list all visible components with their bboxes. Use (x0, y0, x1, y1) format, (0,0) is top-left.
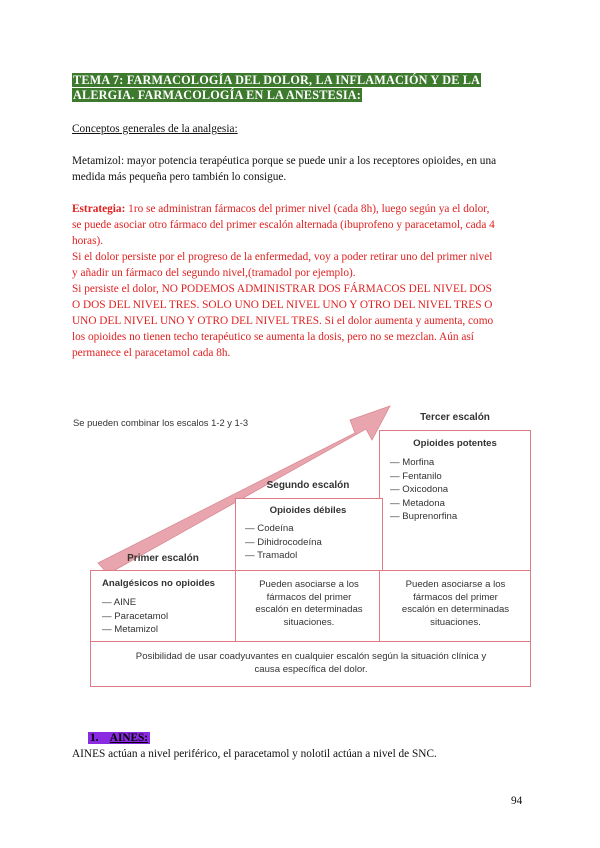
combine-note: Se pueden combinar los escalos 1-2 y 1-3 (73, 417, 249, 428)
strategy-line-10: permanece el paracetamol cada 8h. (72, 347, 231, 359)
asociar-tercer-line: Pueden asociarse a los (405, 579, 506, 590)
potentes-item: — Buprenorfina (390, 511, 458, 522)
aines-heading (88, 731, 150, 745)
aines-heading-highlight (88, 732, 150, 744)
strategy-line-3: horas). (72, 235, 104, 247)
strategy-label: Estrategia: (72, 203, 126, 215)
coadyuvantes-line: causa específica del dolor. (254, 663, 368, 675)
analgesicos-item: — AINE (102, 597, 137, 608)
debiles-item: — Codeína (245, 523, 294, 534)
asociar-tercer-line: escalón en determinadas (401, 604, 510, 616)
asociar-tercer-line: situaciones. (430, 616, 481, 628)
aines-title: AINES: (109, 732, 149, 744)
asociar-segundo-line: escalón en determinadas (255, 604, 363, 616)
coadyuvantes-text (90, 651, 532, 676)
strategy-line-1 (72, 201, 489, 217)
analgesicos-item: — Paracetamol (102, 610, 169, 622)
strategy-line-9: los opioides no tienen techo terapéutico se aumenta la dosis, pero no se mezclan. Aún así (72, 331, 474, 343)
debiles-item: — Tramadol (245, 550, 298, 561)
strategy-line-8: UNO DEL NIVEL UNO Y OTRO DEL NIVEL TRES. Si el dolor aumenta y aumenta, como (72, 315, 494, 327)
metamizol-line-2: medida más pequeña pero también lo consigue. (72, 171, 287, 183)
page-number: 94 (511, 795, 523, 807)
potentes-item: — Metadona (390, 497, 445, 509)
coadyuvantes-line: Posibilidad de usar coadyuvantes en cualquier escalón según la situación clínica y (135, 651, 487, 662)
metamizol-line-1: Metamizol: mayor potencia terapéutica porque se puede unir a los receptores opioides, en una (72, 155, 497, 167)
strategy-line-4: Si el dolor persiste por el progreso de la enfermedad, voy a poder retirar uno del primer nivel (72, 251, 493, 263)
section-heading: Conceptos generales de la analgesia: (72, 123, 238, 135)
asociar-tercer-text (379, 579, 532, 629)
strategy-text: 1ro se administran fármacos del primer nivel (cada 8h), luego según ya el dolor, (125, 203, 490, 215)
potentes-item: — Oxicodona (390, 484, 449, 495)
asociar-segundo-line: situaciones. (283, 616, 335, 628)
title-line-1: TEMA 7: FARMACOLOGÍA DEL DOLOR, LA INFLAMACIÓN Y DE LA (73, 73, 481, 87)
strategy-line-7: O DOS DEL NIVEL TRES. SOLO UNO DEL NIVEL UNO Y OTRO DEL NIVEL TRES O (72, 299, 493, 311)
segundo-escalon-label: Segundo escalón (266, 480, 350, 491)
asociar-segundo-line: fármacos del primer (266, 591, 352, 603)
aines-number: 1. (90, 732, 99, 744)
title-line-2: ALERGIA. FARMACOLOGÍA EN LA ANESTESIA: (73, 88, 362, 102)
opioides-potentes-header: Opioides potentes (413, 438, 497, 449)
potentes-item: — Morfina (390, 457, 435, 468)
strategy-line-6: Si persiste el dolor, NO PODEMOS ADMINISTRAR DOS FÁRMACOS DEL NIVEL DOS (72, 283, 492, 295)
analgesicos-item: — Metamizol (102, 624, 158, 635)
potentes-item: — Fentanilo (390, 470, 442, 482)
asociar-segundo-text (235, 579, 383, 629)
analgesic-ladder-diagram (70, 398, 532, 698)
tercer-escalon-label: Tercer escalón (420, 412, 490, 423)
debiles-item: — Dihidrocodeína (245, 536, 322, 548)
strategy-line-5: y añadir un fármaco del segundo nivel,(tramadol por ejemplo). (72, 267, 356, 279)
primer-escalon-label: Primer escalón (127, 553, 199, 564)
opioides-debiles-header: Opioides débiles (269, 505, 347, 516)
asociar-segundo-line: Pueden asociarse a los (259, 579, 359, 590)
aines-text: AINES actúan a nivel periférico, el paracetamol y nolotil actúan a nivel de SNC. (72, 748, 437, 760)
analgesicos-header: Analgésicos no opioides (102, 578, 216, 589)
asociar-tercer-line: fármacos del primer (413, 591, 498, 603)
strategy-line-2: se puede asociar otro fármaco del primer escalón alternada (ibuprofeno y paracetamol, cada 4 (72, 219, 495, 231)
